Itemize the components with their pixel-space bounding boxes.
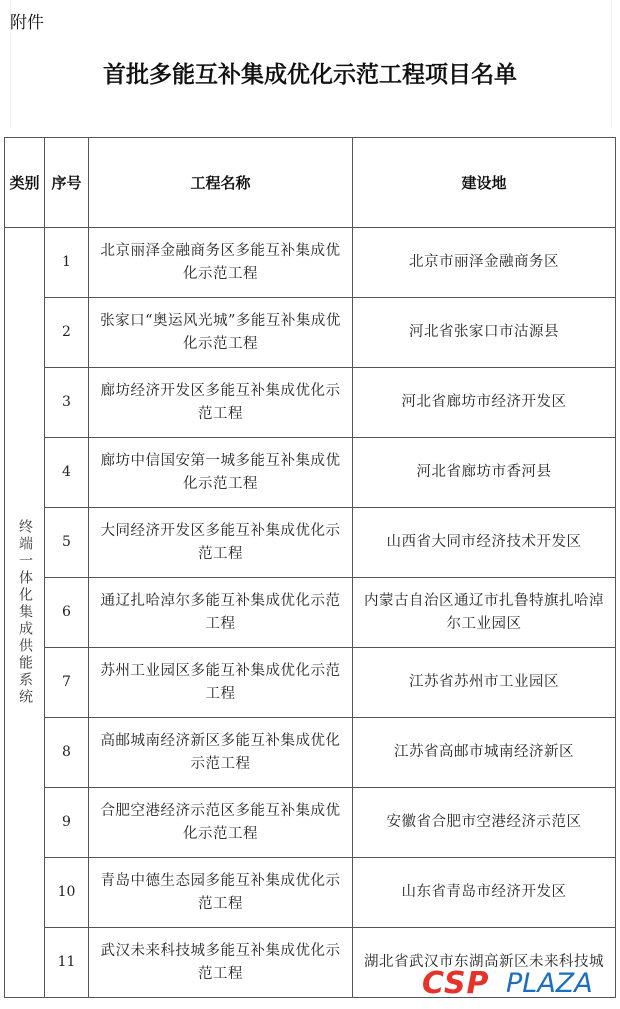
category-cell: 终端一体化集成供能系统 [5,228,45,998]
project-table [4,137,616,998]
header-location: 建设地 [353,138,616,228]
row-number: 6 [45,578,89,648]
project-name: 廊坊中信国安第一城多能互补集成优化示范工程 [89,438,353,508]
header-project-name: 工程名称 [89,138,353,228]
table-row [5,508,616,578]
project-location: 湖北省武汉市东湖高新区未来科技城 [353,928,616,998]
project-location: 安徽省合肥市空港经济示范区 [353,788,616,858]
table-row [5,648,616,718]
table-row [5,788,616,858]
row-number: 11 [45,928,89,998]
row-number: 5 [45,508,89,578]
project-name: 高邮城南经济新区多能互补集成优化示范工程 [89,718,353,788]
watermark-part2: PLAZA [506,968,593,999]
table-row [5,438,616,508]
project-name: 青岛中德生态园多能互补集成优化示范工程 [89,858,353,928]
table-header-row [5,138,616,228]
watermark-part1: CSP [422,966,490,1001]
table-row [5,298,616,368]
header-category: 类别 [5,138,45,228]
row-number: 8 [45,718,89,788]
project-name: 通辽扎哈淖尔多能互补集成优化示范工程 [89,578,353,648]
project-location: 内蒙古自治区通辽市扎鲁特旗扎哈淖尔工业园区 [353,578,616,648]
row-number: 1 [45,228,89,298]
project-location: 北京市丽泽金融商务区 [353,228,616,298]
table-row [5,368,616,438]
row-number: 3 [45,368,89,438]
project-name: 大同经济开发区多能互补集成优化示范工程 [89,508,353,578]
document-title: 首批多能互补集成优化示范工程项目名单 [103,62,517,88]
row-number: 7 [45,648,89,718]
table-row [5,228,616,298]
row-number: 9 [45,788,89,858]
row-number: 10 [45,858,89,928]
table-row [5,578,616,648]
project-location: 江苏省苏州市工业园区 [353,648,616,718]
project-name: 合肥空港经济示范区多能互补集成优化示范工程 [89,788,353,858]
project-name: 苏州工业园区多能互补集成优化示范工程 [89,648,353,718]
table-body [5,228,616,998]
row-number: 2 [45,298,89,368]
project-location: 河北省张家口市沽源县 [353,298,616,368]
project-location: 江苏省高邮市城南经济新区 [353,718,616,788]
watermark-logo [418,962,614,1000]
project-name: 武汉未来科技城多能互补集成优化示范工程 [89,928,353,998]
project-location: 河北省廊坊市香河县 [353,438,616,508]
project-name: 廊坊经济开发区多能互补集成优化示范工程 [89,368,353,438]
project-name: 北京丽泽金融商务区多能互补集成优化示范工程 [89,228,353,298]
table-row [5,718,616,788]
project-name: 张家口“奥运风光城”多能互补集成优化示范工程 [89,298,353,368]
annex-label: 附件 [10,13,44,33]
row-number: 4 [45,438,89,508]
project-location: 河北省廊坊市经济开发区 [353,368,616,438]
project-location: 山东省青岛市经济开发区 [353,858,616,928]
project-location: 山西省大同市经济技术开发区 [353,508,616,578]
table-row [5,858,616,928]
header-number: 序号 [45,138,89,228]
